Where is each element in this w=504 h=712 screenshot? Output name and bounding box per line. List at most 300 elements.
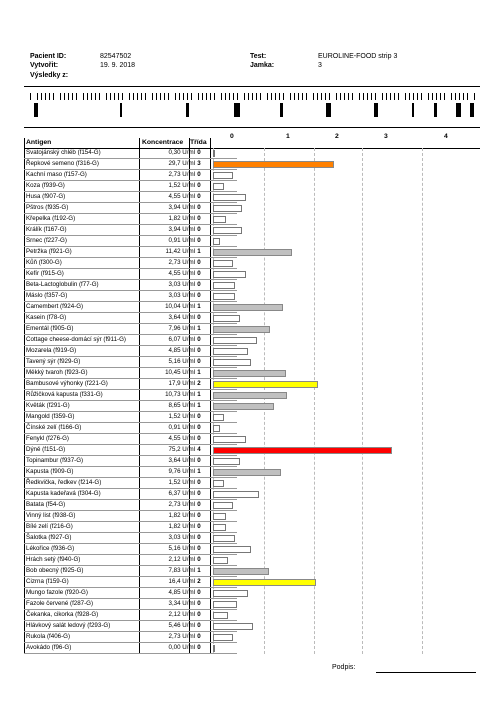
concentration-value: 3,64 U/ml bbox=[168, 314, 195, 321]
test-label: Test: bbox=[250, 53, 267, 60]
strip-tick bbox=[191, 93, 192, 100]
strip-band bbox=[186, 103, 189, 117]
strip-tick bbox=[344, 93, 345, 100]
antigen-name: Rukola (f406-G) bbox=[26, 633, 71, 640]
table-row bbox=[24, 423, 237, 434]
strip-tick bbox=[367, 93, 368, 100]
table-row bbox=[24, 335, 237, 346]
antigen-name: Bílé zelí (f216-G) bbox=[26, 523, 73, 530]
col-antigen-header: Antigen bbox=[26, 139, 52, 146]
strip-tick bbox=[252, 93, 253, 100]
antigen-name: Koza (f939-G) bbox=[26, 182, 65, 189]
antigen-name: Srnec (f227-G) bbox=[26, 237, 67, 244]
strip-tick bbox=[198, 93, 199, 100]
scale-label-1: 1 bbox=[286, 133, 290, 140]
strip-tick bbox=[413, 93, 414, 100]
class-value: 0 bbox=[197, 270, 201, 277]
class-value: 0 bbox=[197, 457, 201, 464]
class-value: 0 bbox=[197, 435, 201, 442]
table-row bbox=[24, 544, 237, 555]
result-bar bbox=[213, 249, 292, 256]
strip-tick bbox=[160, 93, 161, 100]
strip-tick bbox=[375, 93, 376, 100]
result-bar bbox=[213, 381, 318, 388]
strip-band bbox=[412, 103, 414, 117]
antigen-name: Čínské zelí (f166-G) bbox=[26, 424, 82, 431]
result-bar bbox=[213, 579, 316, 586]
strip-tick bbox=[421, 93, 422, 100]
table-row bbox=[24, 621, 237, 632]
strip-tick bbox=[409, 93, 410, 100]
strip-band bbox=[34, 103, 38, 117]
strip-tick bbox=[110, 93, 111, 100]
result-bar bbox=[213, 480, 224, 487]
class-value: 0 bbox=[197, 545, 201, 552]
concentration-value: 1,52 U/ml bbox=[168, 182, 195, 189]
concentration-value: 1,52 U/ml bbox=[168, 479, 195, 486]
class-value: 0 bbox=[197, 182, 201, 189]
result-bar bbox=[213, 623, 253, 630]
strip-tick bbox=[152, 93, 153, 100]
result-bar bbox=[213, 425, 220, 432]
strip-tick bbox=[99, 93, 100, 100]
table-row bbox=[24, 632, 237, 643]
concentration-value: 5,46 U/ml bbox=[168, 622, 195, 629]
strip-tick bbox=[306, 93, 307, 100]
result-bar bbox=[213, 458, 240, 465]
strip-tick bbox=[68, 93, 69, 100]
antigen-name: Kefír (f915-G) bbox=[26, 270, 64, 277]
antigen-name: Avokádo (f96-G) bbox=[26, 644, 72, 651]
result-bar bbox=[213, 326, 270, 333]
concentration-value: 0,00 U/ml bbox=[168, 644, 195, 651]
class-value: 0 bbox=[197, 314, 201, 321]
result-bar bbox=[213, 183, 224, 190]
class-value: 0 bbox=[197, 347, 201, 354]
strip-tick bbox=[325, 93, 326, 100]
strip-tick bbox=[463, 93, 464, 100]
strip-tick bbox=[313, 93, 314, 100]
class-value: 2 bbox=[197, 380, 201, 387]
class-value: 0 bbox=[197, 424, 201, 431]
concentration-value: 0,91 U/ml bbox=[168, 424, 195, 431]
class-value: 0 bbox=[197, 600, 201, 607]
antigen-name: Bambusové výhonky (f221-G) bbox=[26, 380, 108, 387]
strip-barcode-ticks bbox=[24, 93, 480, 100]
concentration-value: 4,55 U/ml bbox=[168, 435, 195, 442]
strip-tick bbox=[122, 93, 123, 100]
table-row bbox=[24, 478, 237, 489]
result-bar bbox=[213, 403, 274, 410]
strip-tick bbox=[436, 93, 437, 100]
strip-tick bbox=[210, 93, 211, 100]
scale-gridline bbox=[362, 148, 363, 654]
antigen-name: Topinambur (f937-G) bbox=[26, 457, 84, 464]
strip-tick bbox=[45, 93, 46, 100]
class-value: 0 bbox=[197, 611, 201, 618]
result-bar bbox=[213, 601, 237, 608]
antigen-name: Tavený sýr (f929-G) bbox=[26, 358, 81, 365]
strip-tick bbox=[214, 93, 215, 100]
class-value: 2 bbox=[197, 578, 201, 585]
antigen-name: Husa (f907-G) bbox=[26, 193, 66, 200]
class-value: 0 bbox=[197, 523, 201, 530]
test-value: EUROLINE-FOOD strip 3 bbox=[318, 53, 398, 60]
class-value: 0 bbox=[197, 237, 201, 244]
results-label: Výsledky z: bbox=[30, 72, 69, 79]
strip-tick bbox=[129, 93, 130, 100]
strip-tick bbox=[444, 93, 445, 100]
result-bar bbox=[213, 348, 248, 355]
strip-tick bbox=[386, 93, 387, 100]
result-bar bbox=[213, 161, 334, 168]
table-row bbox=[24, 555, 237, 566]
strip-tick bbox=[237, 93, 238, 100]
concentration-value: 3,03 U/ml bbox=[168, 292, 195, 299]
antigen-name: Mozarela (f919-G) bbox=[26, 347, 77, 354]
table-row bbox=[24, 599, 237, 610]
result-bar bbox=[213, 260, 233, 267]
concentration-value: 1,82 U/ml bbox=[168, 523, 195, 530]
concentration-value: 2,73 U/ml bbox=[168, 259, 195, 266]
strip-tick bbox=[87, 93, 88, 100]
table-row bbox=[24, 445, 237, 456]
well-value: 3 bbox=[318, 62, 322, 69]
result-bar bbox=[213, 216, 226, 223]
strip-tick bbox=[467, 93, 468, 100]
strip-tick bbox=[164, 93, 165, 100]
class-value: 0 bbox=[197, 358, 201, 365]
class-value: 1 bbox=[197, 325, 201, 332]
antigen-name: Ředkvička, ředkev (f214-G) bbox=[26, 479, 102, 486]
strip-tick bbox=[340, 93, 341, 100]
strip-tick bbox=[302, 93, 303, 100]
antigen-name: Králík (f167-G) bbox=[26, 226, 67, 233]
antigen-name: Beta-Lactoglobulin (f77-G) bbox=[26, 281, 99, 288]
class-value: 4 bbox=[197, 446, 201, 453]
strip-tick bbox=[206, 93, 207, 100]
antigen-name: Hrách setý (f940-G) bbox=[26, 556, 81, 563]
result-bar bbox=[213, 172, 233, 179]
class-value: 0 bbox=[197, 622, 201, 629]
class-value: 0 bbox=[197, 204, 201, 211]
scale-label-4: 4 bbox=[444, 133, 448, 140]
strip-tick bbox=[271, 93, 272, 100]
patient-id-label: Pacient ID: bbox=[30, 53, 67, 60]
strip-tick bbox=[267, 93, 268, 100]
antigen-name: Cottage cheese-domácí sýr (f911-G) bbox=[26, 336, 126, 343]
strip-tick bbox=[72, 93, 73, 100]
table-row bbox=[24, 258, 237, 269]
concentration-value: 3,94 U/ml bbox=[168, 226, 195, 233]
concentration-value: 75,2 U/ml bbox=[168, 446, 195, 453]
concentration-value: 11,42 U/ml bbox=[165, 248, 195, 255]
concentration-value: 3,34 U/ml bbox=[168, 600, 195, 607]
signature-line bbox=[376, 672, 476, 673]
concentration-value: 2,12 U/ml bbox=[168, 611, 195, 618]
created-label: Vytvořit: bbox=[30, 62, 59, 69]
strip-tick bbox=[64, 93, 65, 100]
concentration-value: 5,16 U/ml bbox=[168, 545, 195, 552]
result-bar bbox=[213, 227, 242, 234]
strip-tick bbox=[41, 93, 42, 100]
strip-band bbox=[280, 103, 283, 117]
table-row bbox=[24, 280, 237, 291]
result-bar bbox=[213, 557, 228, 564]
strip-tick bbox=[371, 93, 372, 100]
table-row bbox=[24, 489, 237, 500]
result-bar bbox=[213, 194, 246, 201]
table-row bbox=[24, 302, 237, 313]
table-row bbox=[24, 181, 237, 192]
strip-tick bbox=[244, 93, 245, 100]
class-value: 1 bbox=[197, 248, 201, 255]
class-value: 0 bbox=[197, 512, 201, 519]
strip-band bbox=[470, 103, 474, 117]
table-row bbox=[24, 379, 237, 390]
class-value: 0 bbox=[197, 171, 201, 178]
strip-band bbox=[120, 103, 122, 117]
result-bar bbox=[213, 150, 215, 157]
strip-tick bbox=[137, 93, 138, 100]
result-bar bbox=[213, 392, 287, 399]
result-bar bbox=[213, 524, 226, 531]
table-row bbox=[24, 588, 237, 599]
scale-label-2: 2 bbox=[335, 133, 339, 140]
result-bar bbox=[213, 469, 281, 476]
table-row bbox=[24, 412, 237, 423]
result-bar bbox=[213, 546, 251, 553]
result-bar bbox=[213, 359, 251, 366]
antigen-name: Fazole červené (f287-G) bbox=[26, 600, 94, 607]
concentration-value: 10,73 U/ml bbox=[165, 391, 195, 398]
table-row bbox=[24, 313, 237, 324]
concentration-value: 1,82 U/ml bbox=[168, 215, 195, 222]
table-row bbox=[24, 610, 237, 621]
strip-tick bbox=[229, 93, 230, 100]
concentration-value: 6,07 U/ml bbox=[168, 336, 195, 343]
strip-tick bbox=[83, 93, 84, 100]
strip-tick bbox=[179, 93, 180, 100]
concentration-value: 3,94 U/ml bbox=[168, 204, 195, 211]
result-bar bbox=[213, 304, 283, 311]
class-value: 1 bbox=[197, 369, 201, 376]
class-value: 0 bbox=[197, 226, 201, 233]
strip-tick bbox=[183, 93, 184, 100]
results-table bbox=[24, 133, 480, 651]
result-bar bbox=[213, 205, 242, 212]
table-row bbox=[24, 148, 237, 159]
table-row bbox=[24, 511, 237, 522]
table-row bbox=[24, 368, 237, 379]
concentration-value: 10,45 U/ml bbox=[165, 369, 195, 376]
class-value: 0 bbox=[197, 149, 201, 156]
class-value: 1 bbox=[197, 303, 201, 310]
result-bar bbox=[213, 568, 269, 575]
strip-tick bbox=[221, 93, 222, 100]
table-row bbox=[24, 390, 237, 401]
table-row bbox=[24, 203, 237, 214]
result-bar bbox=[213, 271, 246, 278]
class-value: 0 bbox=[197, 336, 201, 343]
table-row bbox=[24, 269, 237, 280]
antigen-name: Ementál (f905-G) bbox=[26, 325, 74, 332]
strip-tick bbox=[49, 93, 50, 100]
class-value: 0 bbox=[197, 501, 201, 508]
scale-gridline bbox=[422, 148, 423, 654]
strip-tick bbox=[225, 93, 226, 100]
strip-tick bbox=[440, 93, 441, 100]
antigen-name: Dýně (f151-G) bbox=[26, 446, 66, 453]
strip-tick bbox=[321, 93, 322, 100]
col-class-header: Třída bbox=[190, 139, 207, 146]
concentration-value: 0,30 U/ml bbox=[168, 149, 195, 156]
table-row bbox=[24, 247, 237, 258]
signature-label: Podpis: bbox=[332, 664, 356, 671]
table-row bbox=[24, 236, 237, 247]
strip-tick bbox=[187, 93, 188, 100]
table-row bbox=[24, 159, 237, 170]
result-bar bbox=[213, 502, 233, 509]
strip-bands bbox=[24, 103, 480, 117]
concentration-value: 17,9 U/ml bbox=[168, 380, 195, 387]
patient-id-value: 82547502 bbox=[100, 53, 132, 60]
antigen-name: Kapusta (f909-G) bbox=[26, 468, 74, 475]
strip-band bbox=[374, 103, 378, 117]
created-value: 19. 9. 2018 bbox=[100, 62, 136, 69]
result-bar bbox=[213, 370, 286, 377]
strip-tick bbox=[298, 93, 299, 100]
concentration-value: 0,91 U/ml bbox=[168, 237, 195, 244]
strip-tick bbox=[156, 93, 157, 100]
concentration-value: 4,85 U/ml bbox=[168, 347, 195, 354]
antigen-name: Šalotka (f927-G) bbox=[26, 534, 72, 541]
strip-tick bbox=[76, 93, 77, 100]
table-row bbox=[24, 170, 237, 181]
antigen-name: Petržka (f921-G) bbox=[26, 248, 72, 255]
class-value: 0 bbox=[197, 556, 201, 563]
concentration-value: 3,64 U/ml bbox=[168, 457, 195, 464]
strip-tick bbox=[398, 93, 399, 100]
class-value: 0 bbox=[197, 633, 201, 640]
antigen-name: Máslo (f357-G) bbox=[26, 292, 68, 299]
antigen-name: Mungo fazole (f920-G) bbox=[26, 589, 88, 596]
antigen-name: Hlávkový salát ledový (f293-G) bbox=[26, 622, 111, 629]
strip-tick bbox=[329, 93, 330, 100]
table-row bbox=[24, 401, 237, 412]
antigen-name: Camembert (f924-G) bbox=[26, 303, 84, 310]
antigen-name: Bob obecný (f925-G) bbox=[26, 567, 84, 574]
strip-tick bbox=[168, 93, 169, 100]
antigen-name: Fenykl (f276-G) bbox=[26, 435, 69, 442]
strip-tick bbox=[133, 93, 134, 100]
table-row bbox=[24, 577, 237, 588]
concentration-value: 7,83 U/ml bbox=[168, 567, 195, 574]
strip-tick bbox=[417, 93, 418, 100]
concentration-value: 6,37 U/ml bbox=[168, 490, 195, 497]
antigen-name: Květák (f291-G) bbox=[26, 402, 70, 409]
col-concentration-header: Koncentrace bbox=[142, 139, 184, 146]
antigen-name: Vinný list (f938-G) bbox=[26, 512, 76, 519]
strip-tick bbox=[348, 93, 349, 100]
strip-tick bbox=[359, 93, 360, 100]
antigen-name: Čekanka, cikorka (f928-G) bbox=[26, 611, 99, 618]
strip-band bbox=[434, 103, 437, 117]
strip-tick bbox=[283, 93, 284, 100]
table-row bbox=[24, 500, 237, 511]
concentration-value: 4,55 U/ml bbox=[168, 270, 195, 277]
result-bar bbox=[213, 612, 228, 619]
result-bar bbox=[213, 634, 233, 641]
antigen-name: Kachní maso (f157-G) bbox=[26, 171, 87, 178]
strip-tick bbox=[405, 93, 406, 100]
concentration-value: 1,52 U/ml bbox=[168, 413, 195, 420]
strip-tick bbox=[352, 93, 353, 100]
strip-tick bbox=[95, 93, 96, 100]
strip-band bbox=[234, 103, 240, 117]
well-label: Jamka: bbox=[250, 62, 275, 69]
antigen-name: Řepkové semeno (f316-G) bbox=[26, 160, 99, 167]
class-value: 0 bbox=[197, 479, 201, 486]
strip-tick bbox=[202, 93, 203, 100]
class-value: 0 bbox=[197, 259, 201, 266]
strip-tick bbox=[275, 93, 276, 100]
strip-tick bbox=[382, 93, 383, 100]
class-value: 0 bbox=[197, 215, 201, 222]
result-bar bbox=[213, 535, 235, 542]
strip-tick bbox=[248, 93, 249, 100]
class-value: 1 bbox=[197, 402, 201, 409]
table-row bbox=[24, 434, 237, 445]
antigen-name: Pštros (f935-G) bbox=[26, 204, 69, 211]
class-value: 3 bbox=[197, 160, 201, 167]
antigen-name: Růžičková kapusta (f331-G) bbox=[26, 391, 103, 398]
concentration-value: 29,7 U/ml bbox=[168, 160, 195, 167]
antigen-name: Kapusta kadeřavá (f304-G) bbox=[26, 490, 101, 497]
class-value: 0 bbox=[197, 193, 201, 200]
class-value: 0 bbox=[197, 413, 201, 420]
strip-tick bbox=[428, 93, 429, 100]
result-bar bbox=[213, 447, 392, 454]
result-bar bbox=[213, 645, 215, 652]
antigen-name: Batata (f54-G) bbox=[26, 501, 66, 508]
concentration-value: 16,4 U/ml bbox=[168, 578, 195, 585]
concentration-value: 1,82 U/ml bbox=[168, 512, 195, 519]
antigen-name: Měkký tvaroh (f923-G) bbox=[26, 369, 88, 376]
concentration-value: 3,03 U/ml bbox=[168, 281, 195, 288]
antigen-name: Cizrna (f159-G) bbox=[26, 578, 69, 585]
table-row bbox=[24, 291, 237, 302]
concentration-value: 8,65 U/ml bbox=[168, 402, 195, 409]
scale-label-0: 0 bbox=[230, 133, 234, 140]
class-value: 0 bbox=[197, 534, 201, 541]
concentration-value: 2,73 U/ml bbox=[168, 633, 195, 640]
strip-tick bbox=[60, 93, 61, 100]
antigen-name: Kůň (f300-G) bbox=[26, 259, 62, 266]
table-row bbox=[24, 214, 237, 225]
result-bar bbox=[213, 513, 226, 520]
scale-label-3: 3 bbox=[384, 133, 388, 140]
table-row bbox=[24, 357, 237, 368]
strip-tick bbox=[256, 93, 257, 100]
strip-tick bbox=[474, 93, 475, 100]
concentration-value: 2,12 U/ml bbox=[168, 556, 195, 563]
strip-tick bbox=[233, 93, 234, 100]
table-row bbox=[24, 533, 237, 544]
strip-tick bbox=[290, 93, 291, 100]
table-row bbox=[24, 566, 237, 577]
strip-tick bbox=[145, 93, 146, 100]
